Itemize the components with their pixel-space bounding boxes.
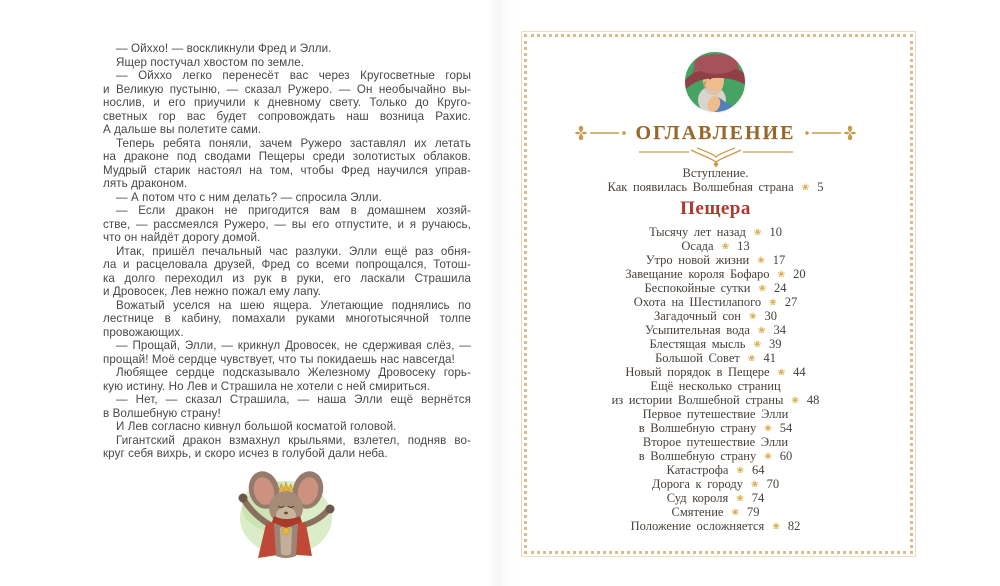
flower-ornament-icon: ❀ [764, 423, 772, 433]
toc-entry-title: Загадочный сон [654, 309, 741, 323]
toc-entry-title: Усыпительная вода [645, 323, 750, 337]
toc-entry-line [524, 239, 907, 253]
toc-page-number: 39 [769, 337, 782, 351]
toc-entry [524, 281, 907, 295]
toc-entry-title: Охота на Шестилапого [633, 295, 762, 309]
story-line: ка долго переходил из рук в руки, его ласкали Страшила [103, 271, 471, 285]
toc-entry-line [524, 449, 907, 463]
story-line: лестнице в кабину, помахали руками многотысячной толпе [103, 312, 471, 325]
toc-entry-line [524, 407, 907, 421]
toc-entry [524, 267, 907, 281]
toc-entry-line [524, 267, 907, 281]
toc-entry-line [524, 180, 907, 194]
toc-entry [524, 351, 907, 365]
toc-entry-line [524, 309, 907, 323]
story-line: — Нет, — сказал Страшила, — наша Элли ещё вернётся [116, 393, 471, 406]
flower-ornament-icon: ❀ [757, 255, 765, 265]
toc-page-number: 70 [766, 477, 780, 491]
story-line: Гигантский дракон взмахнул крыльями, взлетел, подняв во- [116, 433, 471, 447]
toc-entry-title: Второе путешествие Элли [642, 435, 789, 449]
toc-page-number: 10 [769, 225, 782, 239]
flower-ornament-icon: ❀ [721, 241, 730, 251]
story-line: Мудрый старик настоял на том, чтобы Фред научился управ- [103, 163, 471, 177]
story-line: стве, — рассмеялся Ружеро, — вы его отпустите, и я ручаюсь, [103, 217, 471, 231]
story-line: кую истину. Но Лев и Страшила не хотели с ней смириться. [103, 379, 431, 393]
story-line: И Лев согласно кивнул большой косматой головой. [116, 420, 397, 433]
story-line: Итак, пришёл печальный час разлуки. Элли ещё раз обня- [116, 244, 471, 258]
toc-entry-line [524, 421, 907, 435]
story-line: Вожатый уселся на шею ящера. Улетающие поднялись по [116, 298, 471, 312]
flower-ornament-icon: ❀ [751, 479, 759, 489]
toc-entry-title: из истории Волшебной страны [611, 393, 784, 407]
toc-entry-line [524, 505, 907, 519]
flower-ornament-icon: ❀ [764, 451, 772, 461]
story-line: провожающих. [103, 325, 184, 339]
flower-ornament-icon: ❀ [769, 297, 777, 307]
toc-entry-line [524, 253, 907, 267]
story-line: и Великую пустыню, — сказал Ружеро. — Он необычайно вы- [103, 82, 471, 96]
toc-entry-title: в Волшебную страну [638, 449, 757, 463]
toc-page-number: 13 [737, 239, 750, 253]
story-line: — Ойххо! — воскликнули Фред и Элли. [116, 42, 332, 55]
toc-entry [524, 435, 907, 463]
toc-entry-line [524, 519, 907, 533]
toc-entry-line [524, 281, 907, 295]
toc-entry [524, 407, 907, 435]
toc-page-number: 34 [773, 323, 786, 337]
table-of-contents [524, 166, 907, 533]
story-line: в Волшебную страну! [103, 406, 221, 420]
toc-entry [524, 295, 907, 309]
toc-title: ОГЛАВЛЕНИЕ [635, 121, 796, 144]
toc-page-number: 41 [763, 351, 776, 365]
toc-entry [524, 309, 907, 323]
flower-ornament-icon: ❀ [791, 395, 799, 405]
toc-entry-title: в Волшебную страну [638, 421, 757, 435]
toc-entry-list [524, 225, 907, 533]
toc-page-number: 20 [793, 267, 806, 281]
toc-page-number: 79 [746, 505, 760, 519]
toc-entry [524, 323, 907, 337]
toc-page-number: 24 [774, 281, 787, 295]
toc-entry [524, 477, 907, 491]
story-text-block [103, 42, 471, 461]
toc-entry-line [524, 323, 907, 337]
toc-entry [524, 505, 907, 519]
flower-ornament-icon: ❀ [736, 493, 744, 503]
toc-entry-line [524, 337, 907, 351]
story-line: что он найдёт дорогу домой. [103, 231, 261, 244]
toc-entry-title: Большой Совет [655, 351, 740, 365]
toc-page-number: 74 [751, 491, 765, 505]
toc-entry-line [524, 435, 907, 449]
toc-entry-title: Как появилась Волшебная страна [607, 180, 794, 194]
toc-entry-title: Первое путешествие Элли [642, 407, 789, 421]
toc-page-number: 27 [784, 295, 798, 309]
toc-page-number: 44 [793, 365, 806, 379]
toc-header [524, 121, 907, 145]
toc-entry-title: Ещё несколько страниц [650, 379, 781, 393]
story-line: и Дровосек, Лев нежно пожал ему лапу. [103, 285, 322, 298]
story-line: Теперь ребята поняли, зачем Ружеро заставлял их летать [116, 136, 471, 150]
toc-page-number: 48 [806, 393, 820, 407]
story-line: — А потом что с ним делать? — спросила Элли. [116, 190, 382, 204]
flower-ornament-icon: ❀ [748, 311, 757, 321]
toc-entry-line [524, 365, 907, 379]
toc-entry-title: Тысячу лет назад [649, 225, 746, 239]
right-flourish-ornament [804, 125, 856, 141]
flower-ornament-icon: ❀ [747, 353, 756, 363]
toc-entry [524, 519, 907, 533]
toc-page-number: 17 [772, 253, 786, 267]
toc-entry [524, 253, 907, 267]
toc-entry-line [524, 351, 907, 365]
story-line: прощай! Моё сердце чувствует, что ты покидаешь нас навсегда! [103, 352, 455, 366]
flower-ornament-icon: ❀ [753, 339, 762, 349]
toc-entry-title: Смятение [671, 505, 724, 519]
toc-entry [524, 337, 907, 351]
story-line: Ящер постучал хвостом по земле. [116, 55, 305, 69]
toc-entry-title: Завещание короля Бофаро [625, 267, 770, 281]
story-line: — Прощай, Элли, — крикнул Дровосек, не сдерживая слёз, — [116, 339, 471, 352]
story-line: А дальше вы полетите сами. [103, 123, 262, 136]
story-line: на драконе под сводами Пещеры среди золотистых облаков. [103, 150, 471, 163]
story-line: ла и расцеловала друзей, Фред со всеми попрощался, Тотош- [103, 258, 471, 271]
flower-ornament-icon: ❀ [801, 182, 810, 192]
toc-entry-line [524, 477, 907, 491]
character-portrait [684, 51, 746, 113]
toc-page-number: 54 [779, 421, 793, 435]
toc-entry-line [524, 166, 907, 180]
toc-entry-title: Блестящая мысль [649, 337, 746, 351]
toc-entry [524, 166, 907, 194]
toc-entry-line [524, 491, 907, 505]
toc-page-number: 30 [764, 309, 777, 323]
toc-entry [524, 239, 907, 253]
story-line: лять драконом. [103, 177, 188, 190]
story-line: Любящее сердце подсказывало Железному Дровосеку горь- [116, 366, 471, 379]
flower-ornament-icon: ❀ [772, 521, 780, 531]
toc-entry-title: Вступление. [682, 166, 749, 180]
flower-ornament-icon: ❀ [777, 367, 786, 377]
toc-entry-title: Новый порядок в Пещере [625, 365, 770, 379]
toc-entry [524, 365, 907, 379]
toc-page-number: 64 [751, 463, 765, 477]
toc-entry-title: Осада [681, 239, 714, 253]
toc-entry-line [524, 463, 907, 477]
toc-intro-entries [524, 166, 907, 194]
toc-entry [524, 491, 907, 505]
toc-entry [524, 379, 907, 407]
toc-entry-title: Дорога к городу [651, 477, 744, 491]
flower-ornament-icon: ❀ [777, 269, 786, 279]
toc-entry-title: Беспокойные сутки [644, 281, 751, 295]
toc-entry-title: Утро новой жизни [645, 253, 750, 267]
toc-entry [524, 463, 907, 477]
toc-page-number: 5 [817, 180, 824, 194]
toc-entry [524, 225, 907, 239]
story-line: нослив, и его приучили к дневному свету. Только до Круго- [103, 96, 471, 109]
story-line: светных гор вас будет сопровождать наш возница Рахис. [103, 109, 471, 123]
toc-entry-title: Суд короля [666, 491, 729, 505]
flower-ornament-icon: ❀ [731, 507, 739, 517]
toc-entry-line [524, 393, 907, 407]
toc-entry-title: Катастрофа [666, 463, 729, 477]
flower-ornament-icon: ❀ [758, 283, 767, 293]
toc-page-number: 82 [787, 519, 801, 533]
story-line: — Если дракон не пригодится вам в домашнем хозяй- [116, 204, 471, 217]
story-line: — Ойххо легко перенесёт вас через Кругосветные горы [116, 69, 471, 82]
toc-entry-line [524, 295, 907, 309]
toc-section-title: Пещера [680, 198, 751, 219]
toc-page-number: 60 [779, 449, 793, 463]
toc-entry-line [524, 379, 907, 393]
toc-entry-title: Положение осложняется [630, 519, 765, 533]
mouse-queen-illustration [220, 464, 350, 566]
flower-ornament-icon: ❀ [757, 325, 766, 335]
flower-ornament-icon: ❀ [753, 227, 762, 237]
title-under-flourish [631, 146, 801, 168]
flower-ornament-icon: ❀ [736, 465, 744, 475]
story-line: круг себя вихрь, и скоро исчез в голубой дали неба. [103, 447, 388, 460]
right-page-contents [500, 0, 1000, 586]
toc-entry-line [524, 225, 907, 239]
left-flourish-ornament [575, 125, 627, 141]
